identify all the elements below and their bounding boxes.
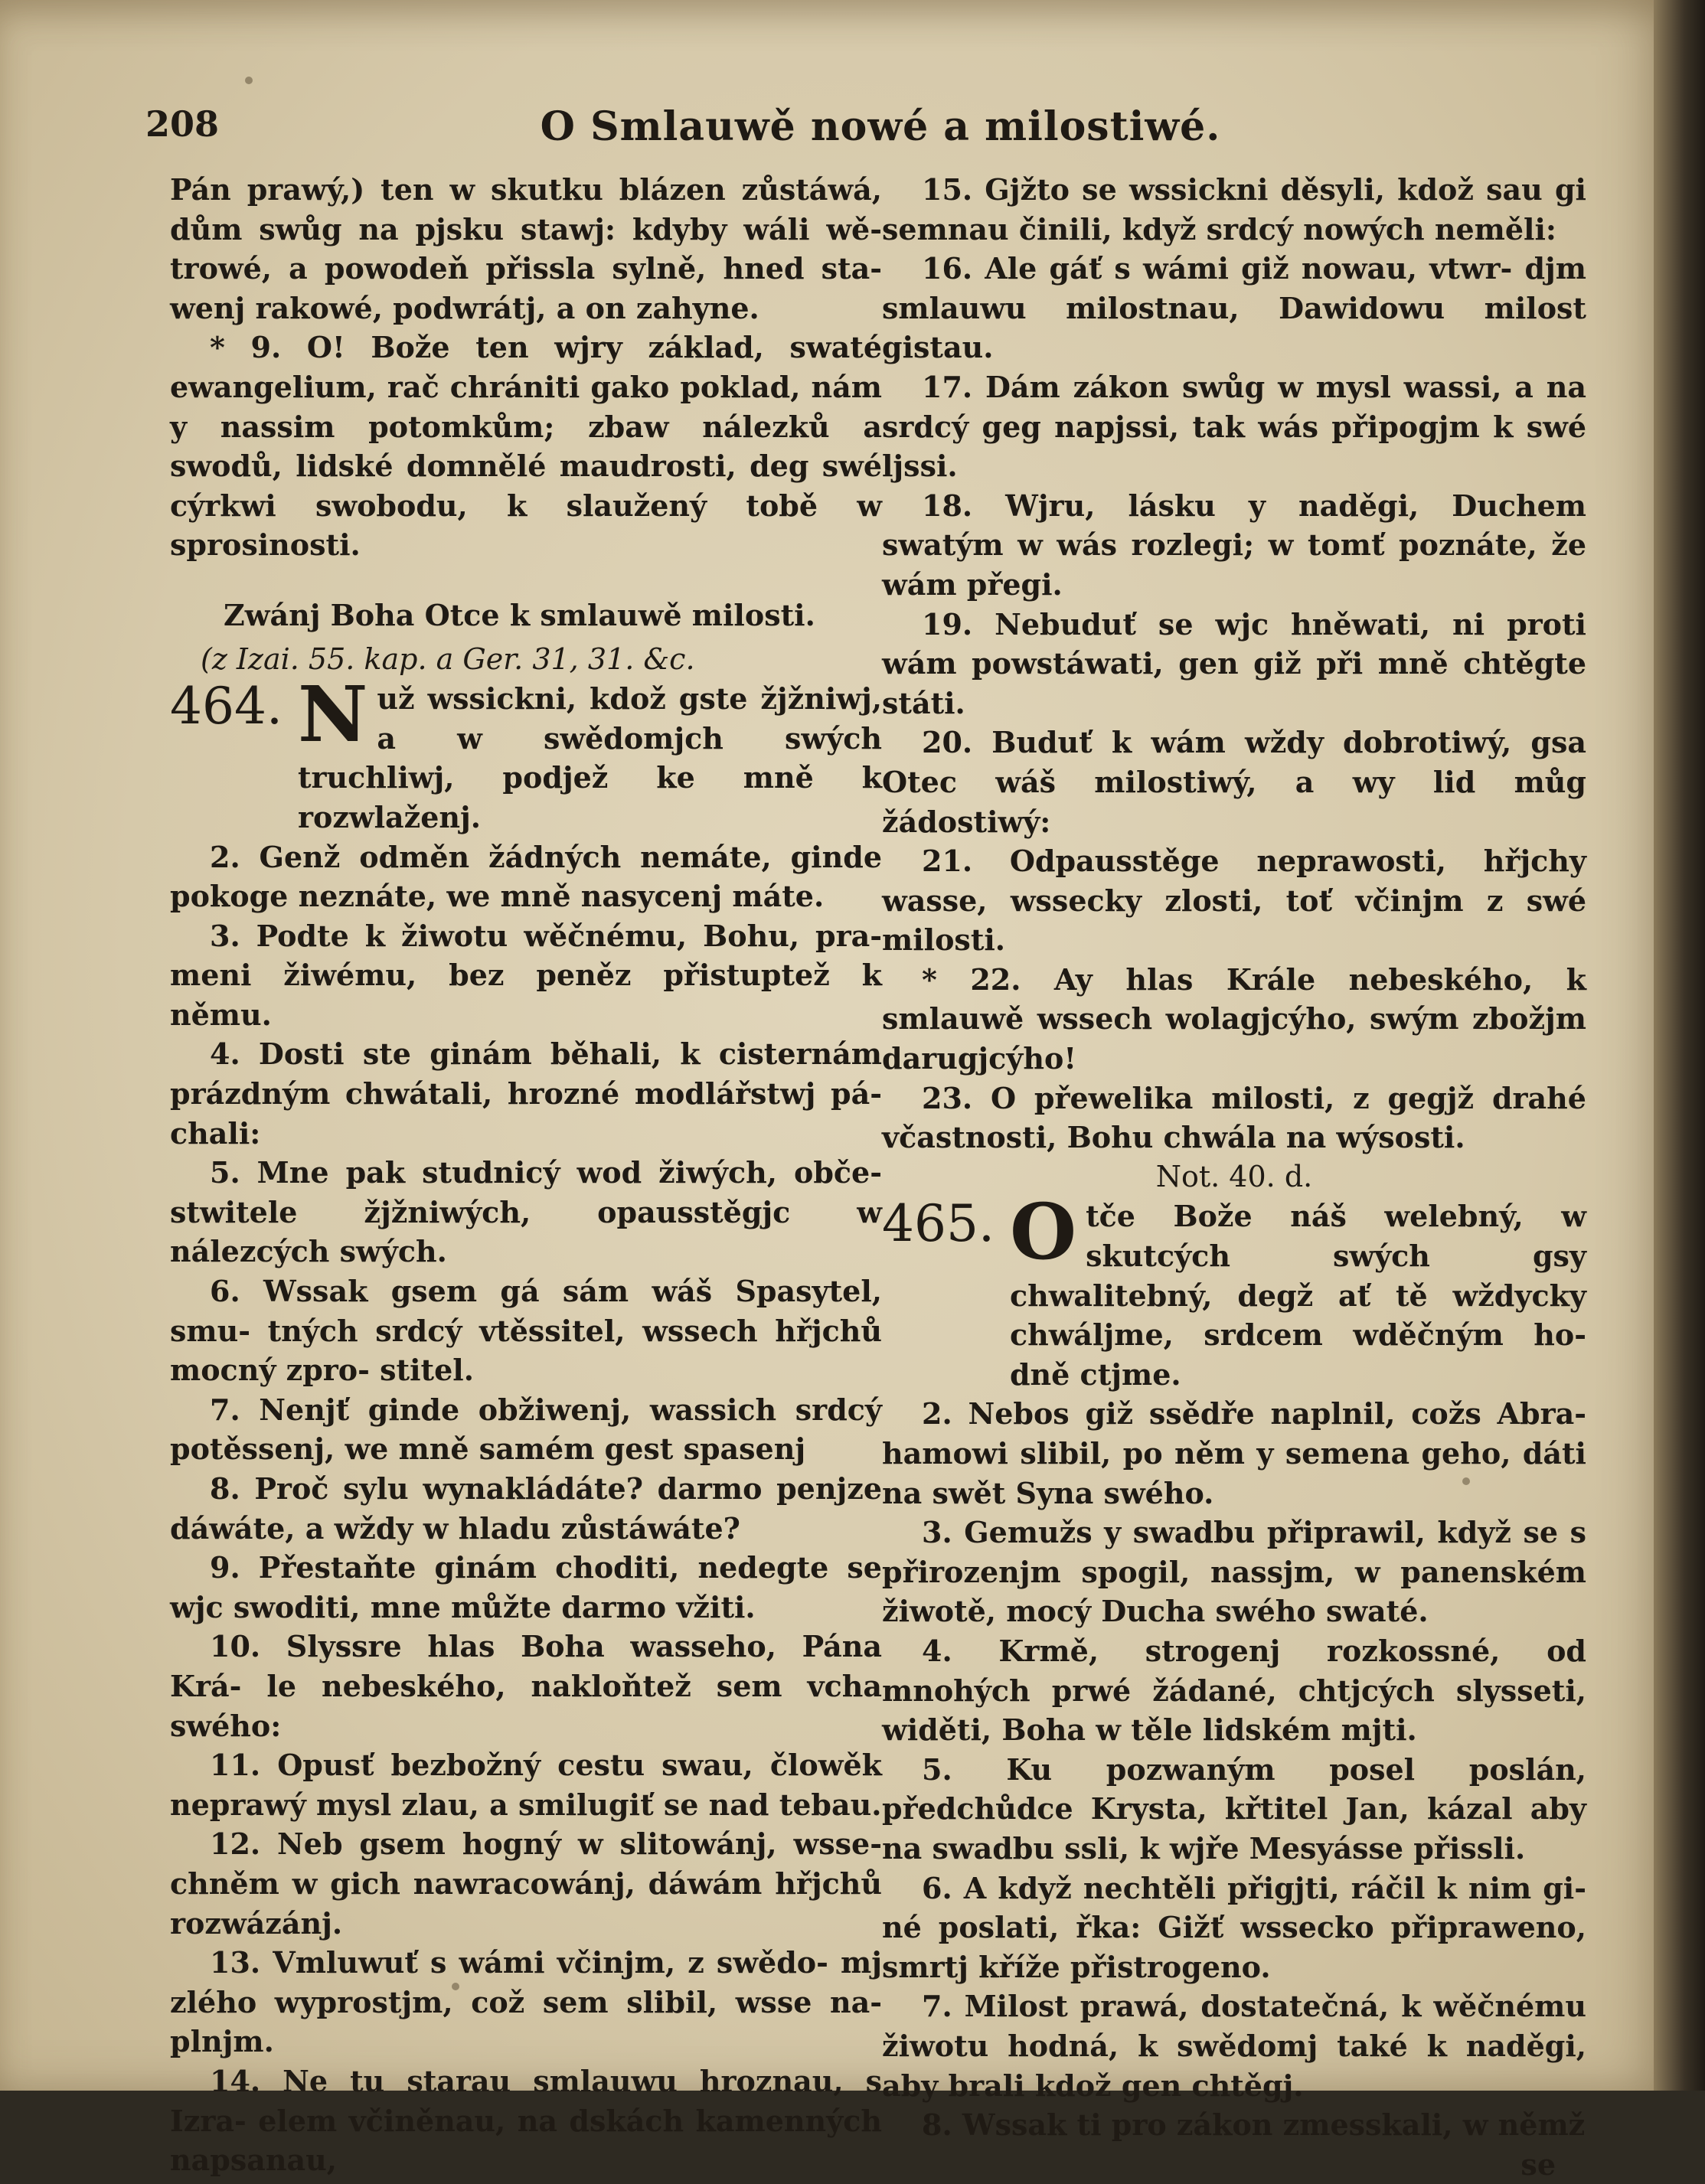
verse: 18. Wjru, lásku y naděgi, Duchem swatým w wás rozlegi; w tomť poznáte, že wám přegi. xyxy=(882,488,1586,602)
verse: 8. Wssak ti pro zákon zmesskali, w němž xyxy=(922,2107,1586,2143)
hymn-first-text: už wssickni, kdož gste žjžniwj, a w swědomjch swých truchliwj, podjež ke mně k rozwlaženj. xyxy=(297,681,882,834)
verse: 4. Krmě, strogenj rozkossné, od mnohých prwé žádané, chtjcých slysseti, widěti, Boha w těle lidském mjti. xyxy=(882,1633,1586,1748)
verse: 7. Nenjť ginde obžiwenj, wassich srdcý potěssenj, we mně samém gest spasenj xyxy=(170,1392,882,1467)
book-spine xyxy=(1654,0,1705,2091)
tune-reference: Not. 40. d. xyxy=(1155,1159,1313,1193)
drop-cap: N xyxy=(297,669,368,760)
verse: * 22. Ay hlas Krále nebeského, k smlauwě wssech wolagjcýho, swým zbožjm darugjcýho! xyxy=(882,961,1586,1076)
hymn-number: 465. xyxy=(882,1194,995,1254)
verse: 6. A když nechtěli přigjti, ráčil k nim gi- né poslati, řka: Gižť wssecko připraweno, smrtj kříže přistrogeno. xyxy=(882,1870,1586,1984)
verse: 12. Neb gsem hogný w slitowánj, wsse- chněm w gich nawracowánj, dáwám hřjchů rozwázánj. xyxy=(170,1827,882,1941)
hymn-first-verse xyxy=(1009,1187,1586,1394)
verse: 19. Nebuduť se wjc hněwati, ni proti wám powstáwati, gen giž při mně chtěgte státi. xyxy=(882,606,1586,720)
verse: 2. Nebos giž ssědře naplnil, cožs Abra- hamowi slibil, po něm y semena geho, dáti na swět Syna swého. xyxy=(882,1396,1586,1510)
verse: 2. Genž odměn žádných nemáte, ginde pokoge neznáte, we mně nasycenj máte. xyxy=(170,839,882,914)
hymn-464-start xyxy=(170,669,882,837)
verse: 13. Vmluwuť s wámi včinjm, z swědo- mj zlého wyprostjm, což sem slibil, wsse na- plnjm. xyxy=(170,1945,882,2059)
hymn-465-start xyxy=(882,1187,1586,1394)
drop-cap: O xyxy=(1009,1187,1077,1278)
verse: 8. Proč sylu wynakládáte? darmo penjze dáwáte, a wždy w hladu zůstáwáte? xyxy=(170,1471,882,1546)
verse: 5. Mne pak studnicý wod žiwých, obče- stwitele žjžniwých, opausstěgjc w nálezcých swých. xyxy=(170,1155,882,1269)
hymn-first-verse xyxy=(297,669,882,837)
paragraph: * 9. O! Bože ten wjry základ, swaté ewangelium, rač chrániti gako poklad, nám y nassim potomkům; zbaw nálezků a swodů, lidské domnělé maudrosti, deg swé cýrkwi swobodu, k slaužený tobě w sprosinosti. xyxy=(170,330,882,563)
verse: 23. O přewelika milosti, z gegjž drahé včastnosti, Bohu chwála na wýsosti. xyxy=(882,1080,1586,1155)
right-column xyxy=(882,170,1586,2184)
verse: 5. Ku pozwaným posel poslán, předchůdce Krysta, křtitel Jan, kázal aby na swadbu ssli, k wjře Mesyásse přissli. xyxy=(882,1751,1586,1866)
verse: 3. Gemužs y swadbu připrawil, když se s přirozenjm spogil, nassjm, w panenském žiwotě, mocý Ducha swého swaté. xyxy=(882,1515,1586,1629)
verse: 20. Buduť k wám wždy dobrotiwý, gsa Otec wáš milostiwý, a wy lid můg žádostiwý: xyxy=(882,725,1586,839)
verse: 4. Dosti ste ginám běhali, k cisternám prázdným chwátali, hrozné modlářstwj pá- chali: xyxy=(170,1037,882,1151)
verse: 17. Dám zákon swůg w mysl wassi, a na srdcý geg napjssi, tak wás připogjm k swé ljssi. xyxy=(882,369,1586,484)
ink-speck xyxy=(245,77,253,84)
verse: 11. Opusť bezbožný cestu swau, člowěk neprawý mysl zlau, a smilugiť se nad tebau. xyxy=(170,1748,882,1822)
paragraph: Pán prawý,) ten w skutku blázen zůstáwá, dům swůg na pjsku stawj: kdyby wáli wě- trowé, a powodeň přissla sylně, hned sta- wenj rakowé, podwrátj, a on zahyne. xyxy=(170,172,882,325)
verse: 3. Podte k žiwotu wěčnému, Bohu, pra- meni žiwému, bez peněz přistuptež k němu. xyxy=(170,918,882,1032)
verse: 16. Ale gáť s wámi giž nowau, vtwr- djm smlauwu milostnau, Dawidowu milost gistau. xyxy=(882,251,1586,365)
page-header xyxy=(145,103,1615,157)
verse: 7. Milost prawá, dostatečná, k wěčnému žiwotu hodná, k swědomj také k naděgi, aby brali kdož gen chtěgj. xyxy=(882,1989,1586,2103)
scripture-reference: (z Izai. 55. kap. a Ger. 31, 31. &c. xyxy=(201,641,695,676)
verse: 21. Odpausstěge neprawosti, hřjchy wasse, wssecky zlosti, toť včinjm z swé milosti. xyxy=(882,844,1586,958)
page-number: 208 xyxy=(145,103,220,145)
verse: 10. Slyssre hlas Boha wasseho, Pána Krá- le nebeského, nakloňtež sem vcha swého: xyxy=(170,1629,882,1743)
catchword: se xyxy=(1520,2146,1556,2182)
verse: 9. Přestaňte ginám choditi, nedegte se wjc swoditi, mne můžte darmo vžiti. xyxy=(170,1550,882,1624)
verse: 14. Ne tu starau smlauwu hroznau, s Izra- elem včiněnau, na dskách kamenných napsanau, xyxy=(170,2063,882,2178)
hymn-first-text: tče Bože náš welebný, w skutcých swých gsy chwalitebný, degž ať tě wždycky chwáljme, srdcem wděčným ho- dně ctjme. xyxy=(1009,1199,1586,1392)
section-heading: Zwánj Boha Otce k smlauwě milosti. xyxy=(224,597,815,632)
verse: 6. Wssak gsem gá sám wáš Spasytel, smu- tných srdcý vtěssitel, wssech hřjchů mocný zpro- stitel. xyxy=(170,1274,882,1388)
running-title: O Smlauwě nowé a milostiwé. xyxy=(540,103,1221,150)
verse: 15. Gjžto se wssickni děsyli, kdož sau gi semnau činili, když srdcý nowých neměli: xyxy=(882,172,1586,246)
hymn-number: 464. xyxy=(170,677,283,736)
left-column xyxy=(170,170,882,2180)
